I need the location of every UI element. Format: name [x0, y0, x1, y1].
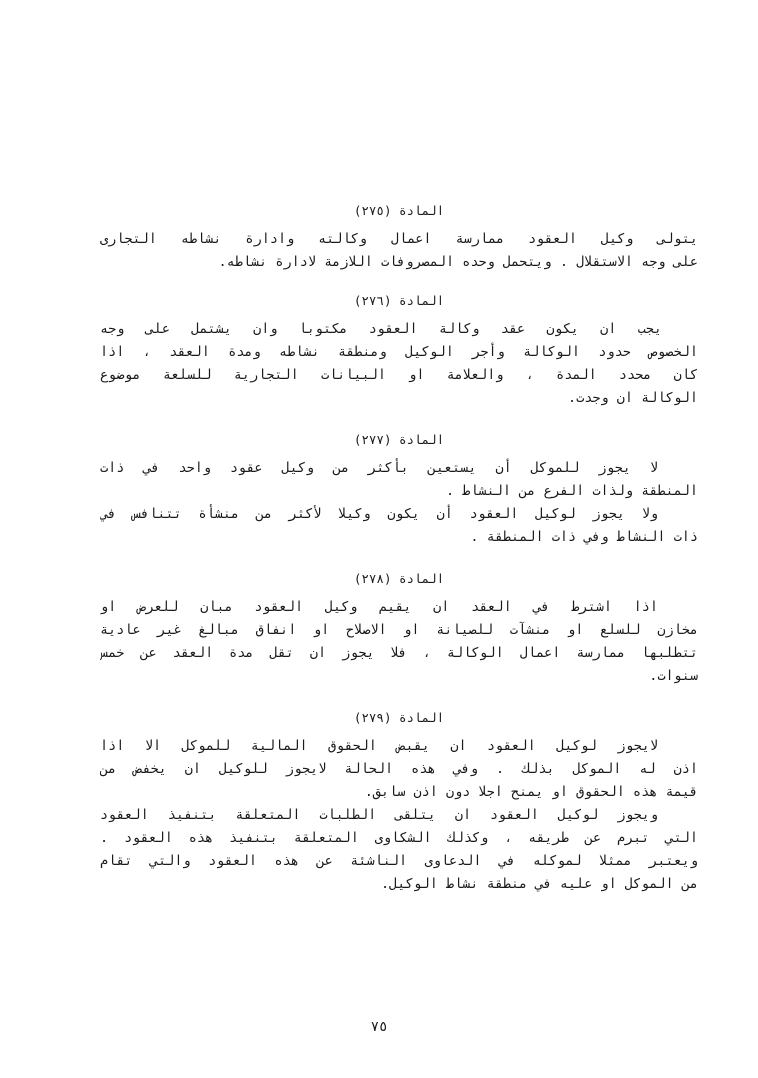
text-line: يجب ان يكون عقد وكالة العقود مكتوبا وان يشتمل على وجه [100, 321, 662, 337]
page-number: ٧٥ [370, 1019, 388, 1035]
article-275 [100, 203, 698, 274]
text-line: الوكالة ان وجدت. [567, 390, 698, 406]
text-line: مخازن للسلع او منشآت للصيانة او الاصلاح او انفاق مبالغ غير عادية [100, 622, 698, 638]
text-line: كان محدد المدة ، والعلامة او البيانات التجارية للسلعة موضوع [100, 367, 698, 383]
text-line: لا يجوز للموكل أن يستعين بأكثر من وكيل عقود واحد في ذات [100, 460, 658, 476]
paragraph [100, 457, 698, 503]
text-line: الخصوص حدود الوكالة وأجر الوكيل ومنطقة نشاطه ومدة العقد ، اذا [100, 344, 698, 360]
article-title: المادة (٢٧٨) [353, 571, 445, 586]
text-line: على وجه الاستقلال . ويتحمل وحده المصروفات اللازمة لادارة نشاطه. [218, 254, 698, 270]
text-line: ويجوز لوكيل العقود ان يتلقى الطلبات المتعلقة بتنفيذ العقود [100, 807, 658, 823]
article-276 [100, 293, 698, 410]
text-line: يتولى وكيل العقود ممارسة اعمال وكالته وادارة نشاطه التجارى [100, 231, 698, 247]
paragraph [100, 228, 698, 274]
text-line: لايجوز لوكيل العقود ان يقبض الحقوق المالية للموكل الا اذا [100, 738, 658, 754]
text-line: اذا اشترط في العقد ان يقيم وكيل العقود مبان للعرض او [100, 599, 658, 615]
article-title: المادة (٢٧٩) [353, 710, 445, 725]
text-line: ولا يجوز لوكيل العقود أن يكون وكيلا لأكثر من منشأة تتنافس في [100, 506, 658, 522]
text-line: قيمة هذه الحقوق او يمنح اجلا دون اذن سابق. [364, 784, 698, 800]
text-line: تتطلبها ممارسة اعمال الوكالة ، فلا يجوز ان تقل مدة العقد عن خمس [100, 645, 698, 661]
text-line: التي تبرم عن طريقه ، وكذلك الشكاوى المتعلقة بتنفيذ هذه العقود . [100, 830, 698, 846]
paragraph [100, 318, 698, 410]
text-line: ويعتبر ممثلا لموكله في الدعاوى الناشئة عن هذه العقود والتي تقام [100, 853, 698, 869]
text-line: المنطقة ولذات الفرع من النشاط . [446, 483, 698, 499]
paragraph [100, 735, 698, 804]
article-278 [100, 571, 698, 688]
text-line: اذن له الموكل بذلك . وفي هذه الحالة لايجوز للوكيل ان يخفض من [100, 761, 698, 777]
text-line: من الموكل او عليه في منطقة نشاط الوكيل. [381, 876, 698, 892]
article-title: المادة (٢٧٦) [353, 293, 445, 308]
text-line: سنوات. [649, 668, 698, 684]
text-line: ذات النشاط وفي ذات المنطقة . [470, 529, 698, 545]
article-277 [100, 432, 698, 549]
paragraph [100, 804, 698, 896]
paragraph [100, 503, 698, 549]
article-title: المادة (٢٧٧) [353, 432, 445, 447]
article-title: المادة (٢٧٥) [353, 203, 445, 218]
article-279 [100, 710, 698, 896]
paragraph [100, 596, 698, 688]
